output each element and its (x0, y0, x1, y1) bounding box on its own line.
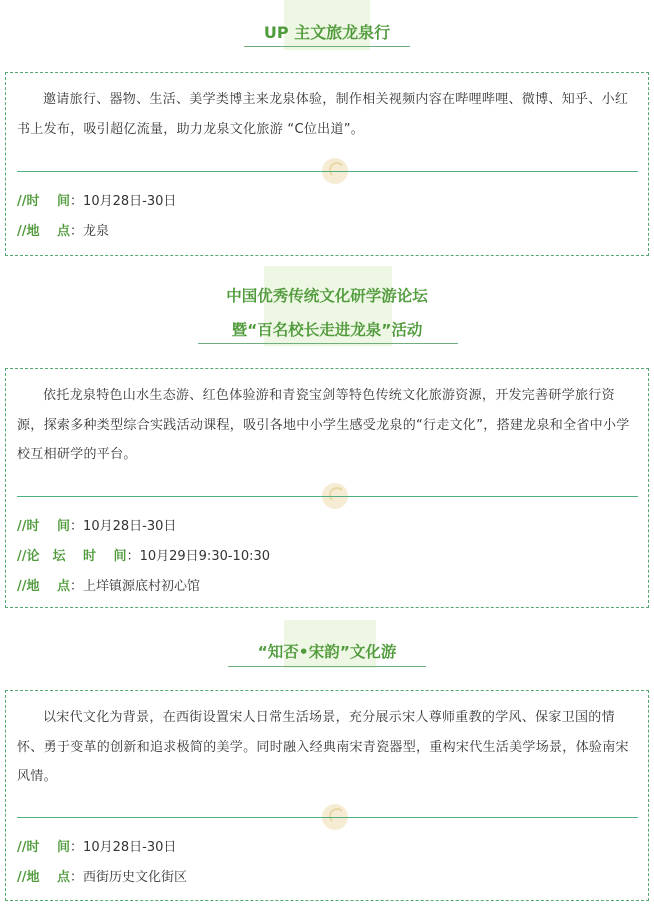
info-row-location: //地 点：龙泉 (17, 224, 110, 239)
info-value: 10月29日9:30-10:30 (139, 549, 271, 564)
info-row-location: //地 点：西街历史文化街区 (17, 870, 188, 885)
section-description: 依托龙泉特色山水生态游、红色体验游和青瓷宝剑等特色传统文化旅游资源，开发完善研学旅行资源，探索多种类型综合实践活动课程，吸引各地中小学生感受龙泉的“行走文化”，搭建龙泉和全省中小学校互相研学的平台。 (17, 388, 630, 462)
info-label: //地 点 (17, 870, 71, 885)
title-underline (228, 666, 426, 667)
title-underline (244, 46, 410, 47)
info-row-time: //时 间：10月28日-30日 (17, 519, 177, 534)
info-label: //时 间 (17, 519, 71, 534)
section-title (0, 614, 654, 678)
section-study-tour-forum (0, 262, 654, 350)
section-title (0, 262, 654, 350)
info-label: //地 点 (17, 579, 71, 594)
section-title-line: 暨“百名校长走进龙泉”活动 (231, 321, 423, 339)
info-row-time: //时 间：10月28日-30日 (17, 840, 177, 855)
info-value: 10月28日-30日 (83, 519, 177, 534)
info-value: 上垟镇源底村初心馆 (83, 579, 201, 594)
info-value: 龙泉 (83, 224, 110, 239)
section-description: 以宋代文化为背景，在西街设置宋人日常生活场景，充分展示宋人尊师重教的学风、保家卫国的情怀、勇于变革的创新和追求极简的美学。同时融入经典南宋青瓷器型，重构宋代生活美学场景，体验南宋风情。 (17, 710, 629, 784)
info-value: 10月28日-30日 (83, 194, 177, 209)
section-divider (17, 496, 638, 497)
info-row-location: //地 点：上垟镇源底村初心馆 (17, 579, 201, 594)
section-title-line: “知否•宋韵”文化游 (257, 643, 397, 661)
info-value: 10月28日-30日 (83, 840, 177, 855)
info-label: //时 间 (17, 194, 71, 209)
section-title-line: UP 主文旅龙泉行 (263, 23, 391, 42)
title-underline (198, 343, 458, 344)
info-value: 西街历史文化街区 (83, 870, 188, 885)
section-song-culture-tour (0, 614, 654, 678)
section-title-line: 中国优秀传统文化研学游论坛 (226, 287, 428, 305)
section-card (5, 690, 649, 901)
info-label: //论 坛 时 间 (17, 549, 127, 564)
section-title (0, 0, 654, 70)
info-label: //地 点 (17, 224, 71, 239)
section-description: 邀请旅行、器物、生活、美学类博主来龙泉体验，制作相关视频内容在哔哩哔哩、微博、知乎、小红书上发布，吸引超亿流量，助力龙泉文化旅游 “C位出道”。 (17, 92, 629, 137)
section-divider (17, 817, 638, 818)
section-card (5, 368, 649, 608)
info-row-time: //时 间：10月28日-30日 (17, 194, 177, 209)
info-row-forum-time: //论 坛 时 间：10月29日9:30-10:30 (17, 549, 271, 564)
info-label: //时 间 (17, 840, 71, 855)
section-divider (17, 171, 638, 172)
section-card (5, 72, 649, 256)
section-up-host-tour (0, 0, 654, 70)
